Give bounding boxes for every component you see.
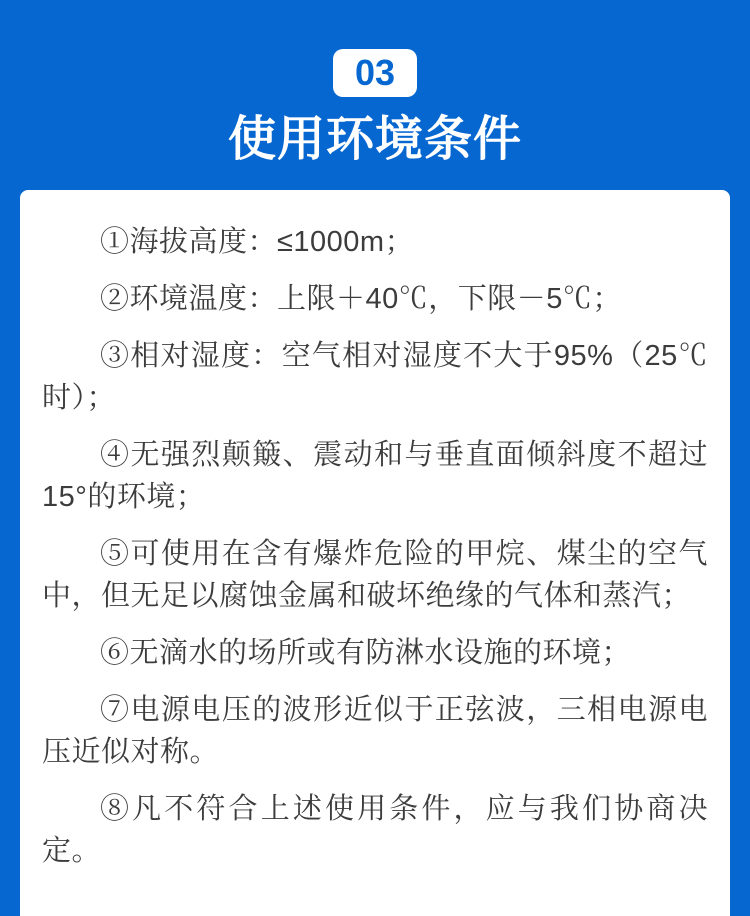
condition-paragraph-3: ③相对湿度：空气相对湿度不大于95%（25℃时）；: [42, 340, 708, 414]
condition-paragraph-8: ⑧凡不符合上述使用条件，应与我们协商决定。: [42, 793, 708, 867]
content-card: [20, 190, 730, 916]
section-title: 使用环境条件: [227, 113, 522, 166]
section-number-badge: [333, 49, 417, 97]
condition-paragraph-2: ②环境温度：上限＋40℃，下限－5℃；: [100, 283, 622, 315]
condition-paragraph-6: ⑥无滴水的场所或有防淋水设施的环境；: [100, 637, 632, 669]
condition-paragraph-4: ④无强烈颠簸、震动和与垂直面倾斜度不超过15°的环境；: [42, 439, 708, 513]
condition-paragraph-1: ①海拔高度：≤1000m；: [100, 226, 415, 258]
condition-paragraph-7: ⑦电源电压的波形近似于正弦波，三相电源电压近似对称。: [42, 694, 708, 768]
condition-list: [42, 221, 708, 872]
section-header: [0, 0, 750, 169]
section-number: 03: [354, 52, 396, 93]
condition-paragraph-5: ⑤可使用在含有爆炸危险的甲烷、煤尘的空气中，但无足以腐蚀金属和破坏绝缘的气体和蒸汽；: [42, 538, 708, 612]
